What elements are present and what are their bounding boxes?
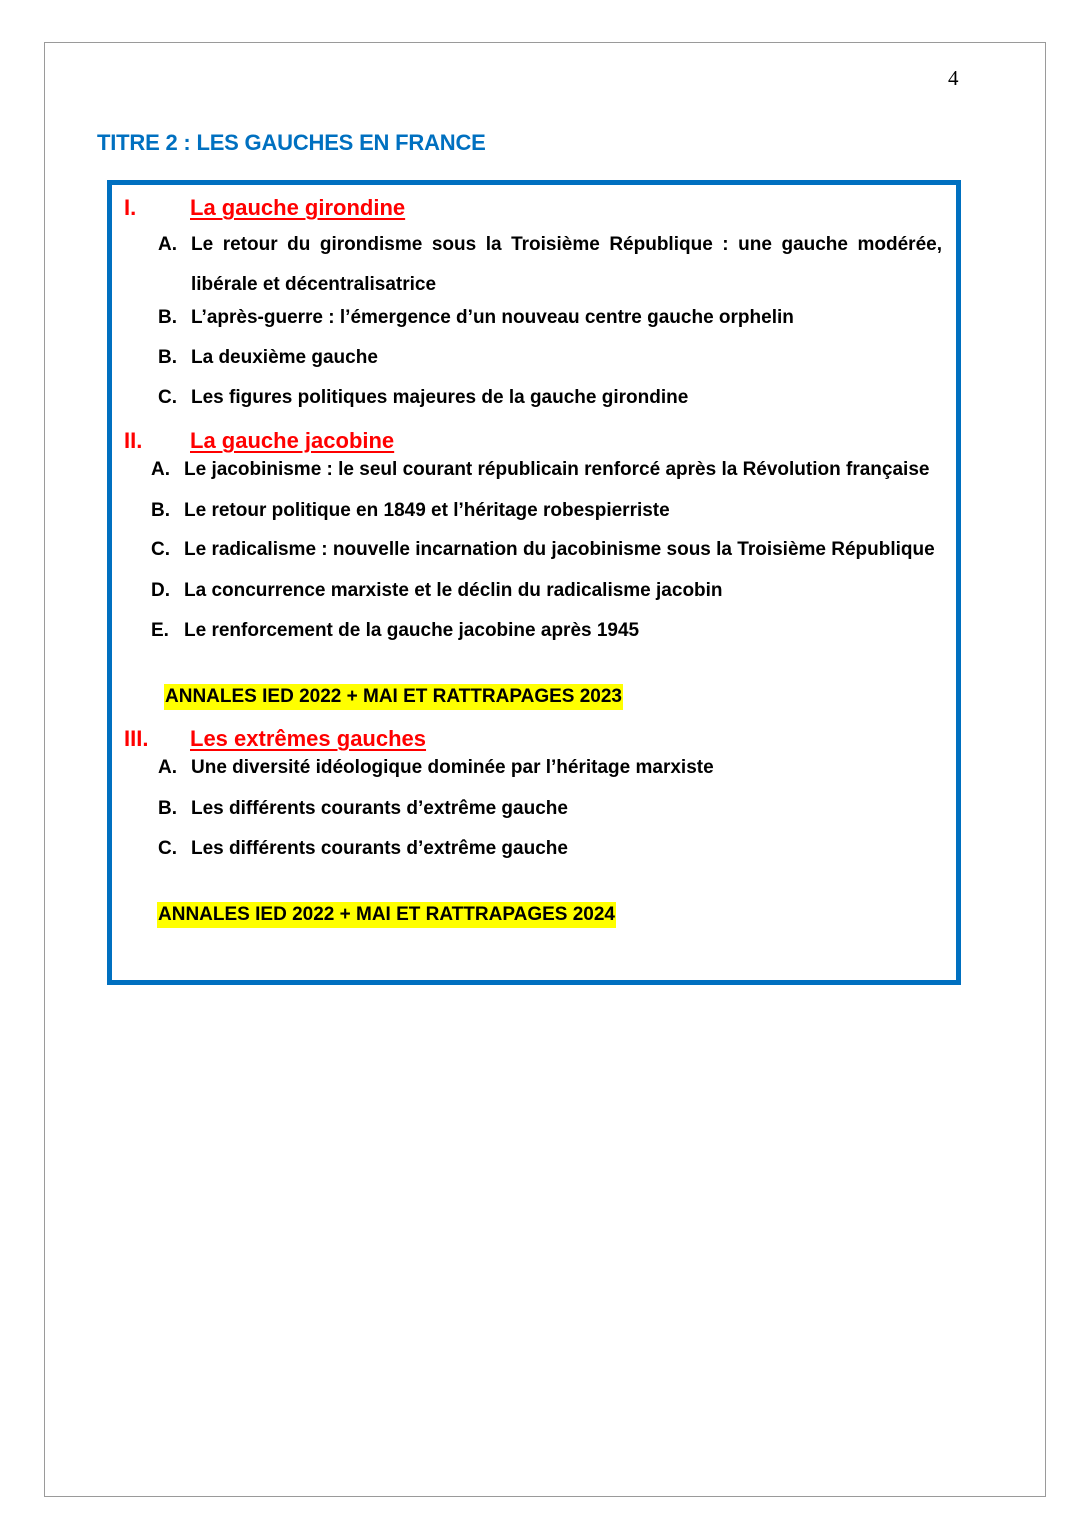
section-title: La gauche jacobine (190, 428, 395, 453)
outline-item (158, 347, 378, 369)
page-number: 4 (948, 66, 959, 90)
section-title: Les extrêmes gauches (190, 726, 427, 751)
item-letter: B. (158, 798, 177, 819)
item-letter: B. (158, 307, 177, 328)
outline-item (158, 838, 568, 860)
outline-item (151, 539, 935, 561)
item-text: Le renforcement de la gauche jacobine après 1945 (184, 620, 640, 641)
outline-item (158, 757, 714, 779)
item-text: Les figures politiques majeures de la gauche girondine (191, 387, 689, 408)
item-letter: C. (151, 539, 170, 560)
outline-item (158, 387, 688, 409)
section-number: I. (124, 195, 137, 220)
annales-highlight: ANNALES IED 2022 + MAI ET RATTRAPAGES 2024 (157, 902, 616, 928)
item-text: Le retour politique en 1849 et l’héritage robespierriste (184, 500, 670, 521)
item-letter: D. (151, 580, 170, 601)
item-letter: A. (158, 234, 177, 255)
outline-item (151, 580, 723, 602)
outline-item (151, 459, 929, 481)
outline-item (151, 620, 639, 642)
annales-highlight: ANNALES IED 2022 + MAI ET RATTRAPAGES 2023 (164, 684, 623, 710)
item-text: Le radicalisme : nouvelle incarnation du jacobinisme sous la Troisième République (184, 539, 935, 560)
item-letter: C. (158, 387, 177, 408)
item-text: L’après-guerre : l’émergence d’un nouveau centre gauche orphelin (191, 307, 794, 328)
item-letter: B. (151, 500, 170, 521)
section-heading-2 (124, 428, 394, 454)
outline-item (158, 307, 794, 329)
section-heading-1 (124, 195, 405, 221)
outline-item (158, 225, 942, 305)
item-text: Le jacobinisme : le seul courant républicain renforcé après la Révolution française (184, 459, 930, 480)
item-text: Une diversité idéologique dominée par l’héritage marxiste (191, 757, 714, 778)
section-heading-3 (124, 726, 426, 752)
item-text: Le retour du girondisme sous la Troisième République : une gauche modérée, libérale et décentralisatrice (191, 234, 942, 295)
section-title: La gauche girondine (190, 195, 406, 220)
outline-item (151, 500, 670, 522)
section-number: III. (124, 726, 149, 751)
item-letter: C. (158, 838, 177, 859)
item-letter: B. (158, 347, 177, 368)
item-text: La deuxième gauche (191, 347, 378, 368)
item-text: La concurrence marxiste et le déclin du radicalisme jacobin (184, 580, 723, 601)
item-letter: A. (158, 757, 177, 778)
item-letter: E. (151, 620, 169, 641)
item-text: Les différents courants d’extrême gauche (191, 798, 568, 819)
section-number: II. (124, 428, 143, 453)
document-title: TITRE 2 : LES GAUCHES EN FRANCE (97, 130, 486, 155)
item-letter: A. (151, 459, 170, 480)
item-text: Les différents courants d’extrême gauche (191, 838, 568, 859)
outline-item (158, 798, 568, 820)
